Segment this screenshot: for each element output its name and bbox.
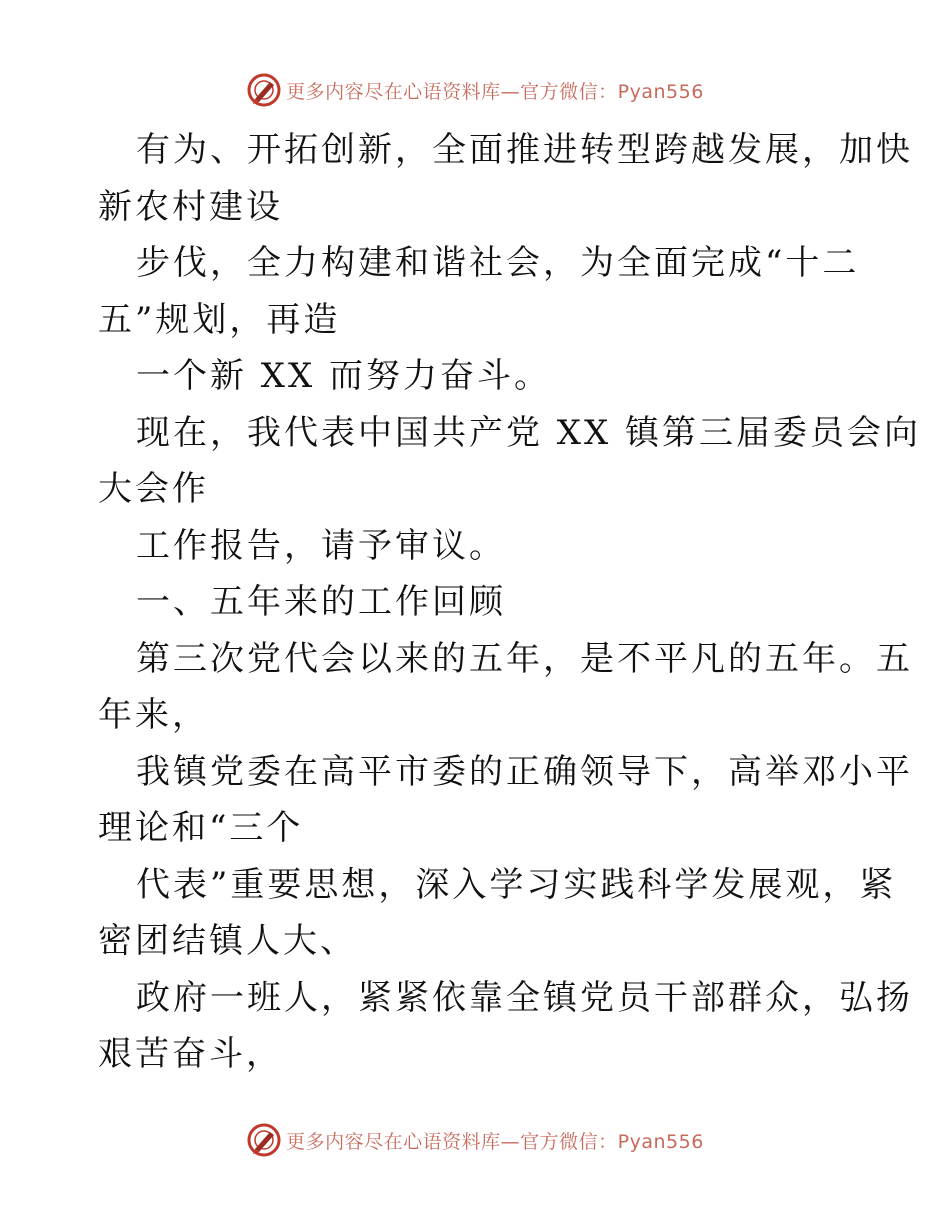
- body-line: 密团结镇人大、: [98, 921, 357, 961]
- body-line: 政府一班人，紧紧依靠全镇党员干部群众，弘扬: [136, 977, 913, 1018]
- body-line: 五”规划，再造: [98, 299, 341, 340]
- body-line: 步伐，全力构建和谐社会，为全面完成“十二: [136, 243, 860, 283]
- body-line: 一个新 XX 而努力奋斗。: [136, 356, 552, 396]
- body-line: 代表”重要思想，深入学习实践科学发展观，紧: [136, 864, 897, 905]
- body-line: 年来，: [98, 695, 209, 735]
- header-banner-text: 更多内容尽在心语资料库—官方微信：Pyan556: [286, 80, 704, 103]
- body-line: 有为、开拓创新，全面推进转型跨越发展，加快: [136, 130, 913, 170]
- body-line: 第三次党代会以来的五年，是不平凡的五年。五: [136, 638, 913, 679]
- footer-banner: [0, 1118, 950, 1162]
- header-banner: [0, 68, 950, 112]
- body-line: 新农村建设: [98, 186, 283, 227]
- footer-banner-text: 更多内容尽在心语资料库—官方微信：Pyan556: [286, 1130, 704, 1153]
- pen-circle-logo-icon: [246, 72, 282, 108]
- body-line: 工作报告，请予审议。: [136, 525, 506, 566]
- body-line: 我镇党委在高平市委的正确领导下，高举邓小平: [136, 751, 913, 792]
- body-line: 艰苦奋斗，: [98, 1034, 283, 1074]
- document-body: [98, 122, 922, 1083]
- body-line: 现在，我代表中国共产党 XX 镇第三届委员会向: [136, 412, 922, 453]
- pen-circle-logo-icon: [246, 1122, 282, 1158]
- body-line: 大会作: [98, 469, 209, 509]
- section-heading: 一、五年来的工作回顾: [136, 582, 506, 622]
- body-line: 理论和“三个: [98, 808, 304, 848]
